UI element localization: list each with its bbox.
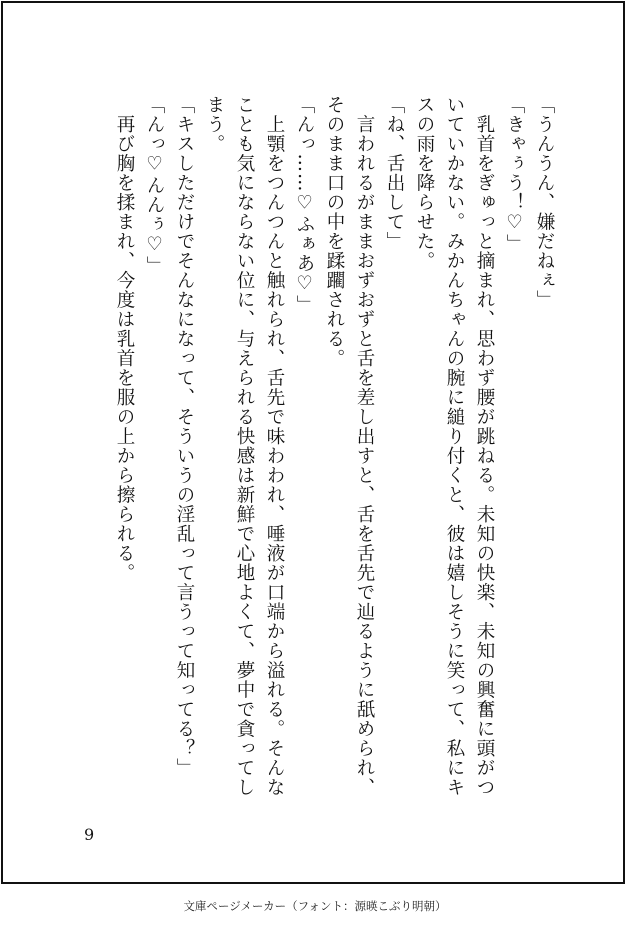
text-line-9: 「んっ……♡ふぁあ♡」 — [294, 95, 315, 315]
text-line-14: 「んっ♡んんぅ♡」 — [144, 95, 165, 276]
text-line-15: 再び胸を揉まれ、今度は乳首を服の上から擦られる。 — [114, 95, 135, 583]
text-line-5: スの雨を降らせた。 — [414, 95, 435, 271]
text-line-1: 「うんうん、嫌だねぇ」 — [534, 95, 555, 310]
text-line-10: 上顎をつんつんと触れられ、舌先で味わわれ、唾液が口端から溢れる。そんな — [264, 95, 285, 797]
text-line-2: 「きゃぅう！♡」 — [504, 95, 525, 254]
page-number: 9 — [84, 825, 95, 844]
text-line-6: 「ね、舌出して」 — [384, 95, 405, 251]
text-line-13: 「キスしただけでそんなになって、そういうの淫乱って言うって知ってる？」 — [174, 95, 195, 778]
text-line-7: 言われるがままおずおずと舌を差し出すと、舌を舌先で辿るように舐められ、 — [354, 95, 375, 797]
text-line-12: まう。 — [204, 95, 225, 154]
text-line-3: 乳首をぎゅっと摘まれ、思わず腰が跳ねる。未知の快楽、未知の興奮に頭がつ — [474, 95, 495, 797]
book-page — [1, 1, 625, 884]
text-line-8: そのまま口の中を蹂躙される。 — [324, 95, 345, 368]
footer-caption: 文庫ページメーカー（フォント：源暎こぶり明朝） — [183, 899, 447, 913]
body-text — [79, 95, 559, 805]
text-line-11: ことも気にならない位に、与えられる快感は新鮮で心地よくて、夢中で貪ってし — [234, 95, 255, 797]
text-line-4: いていかない。みかんちゃんの腕に縋り付くと、彼は嬉しそうに笑って、私にキ — [444, 95, 465, 797]
